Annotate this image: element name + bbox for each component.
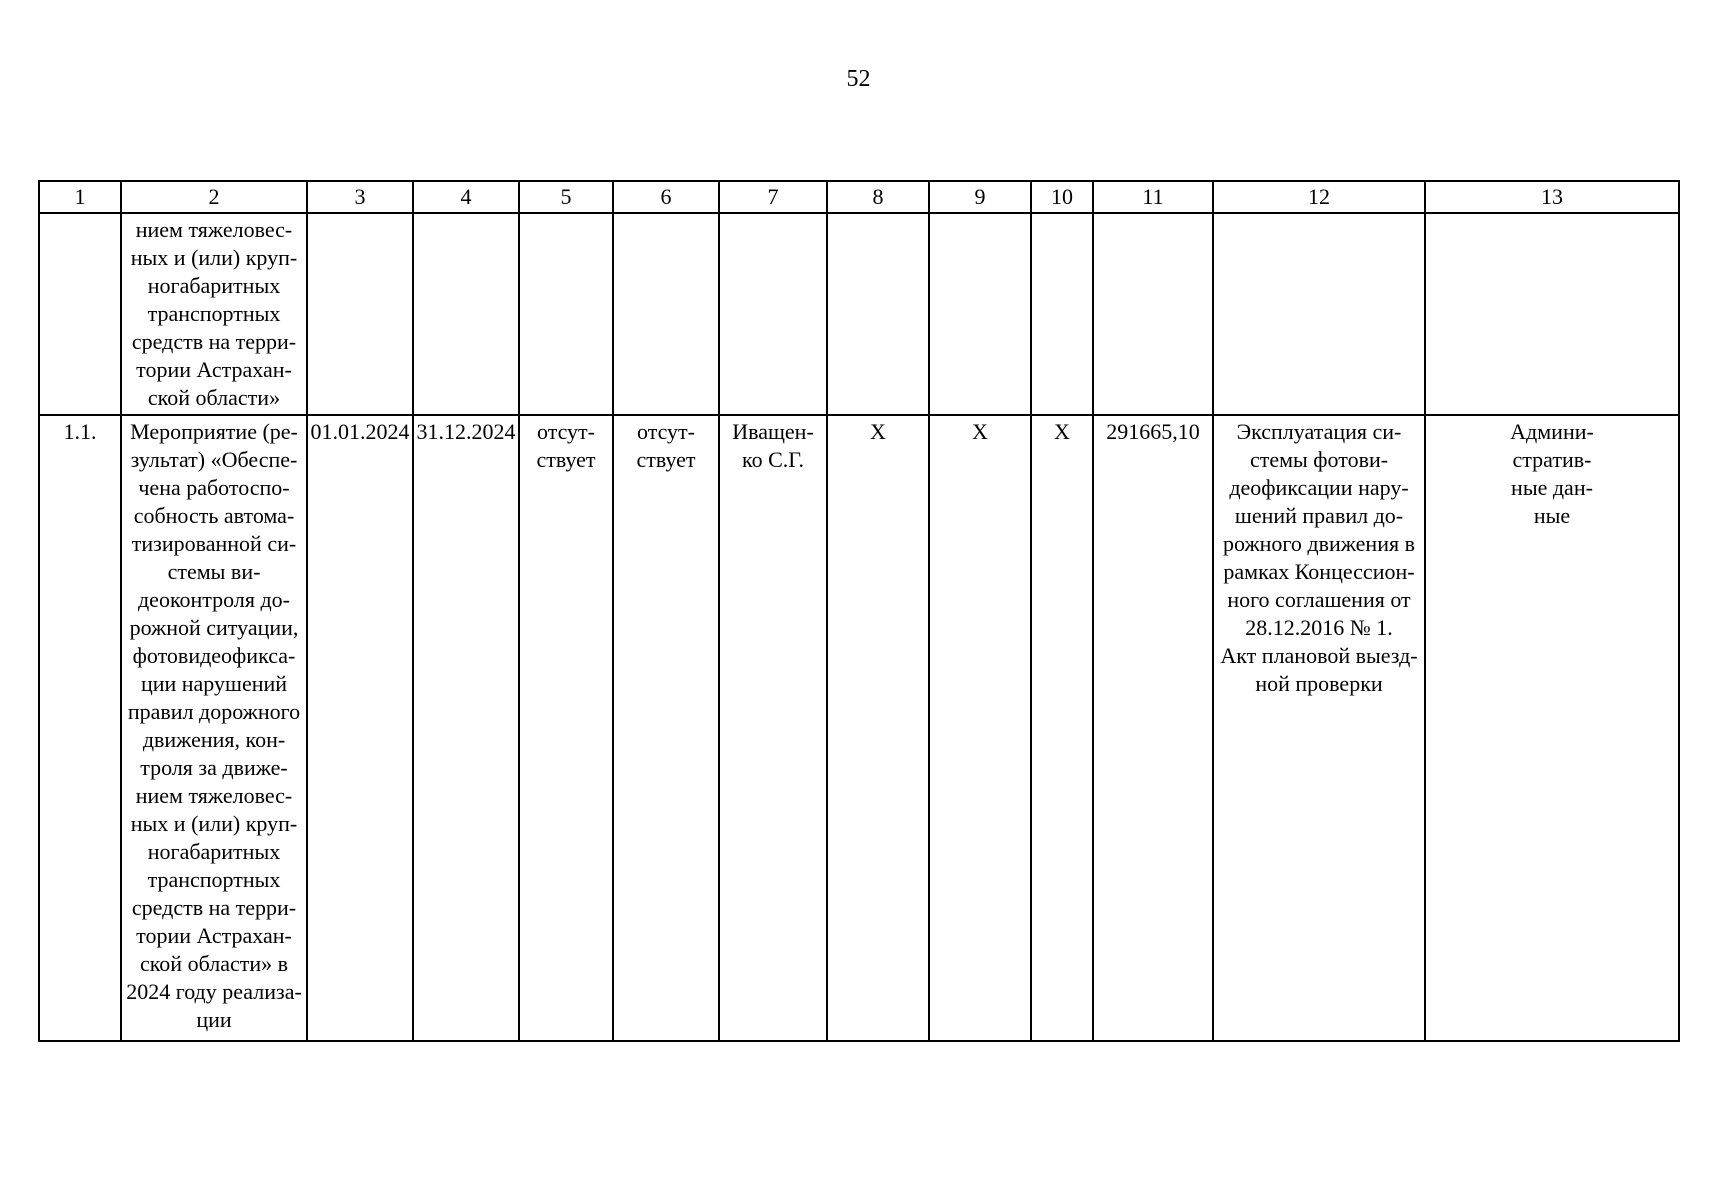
column-header: 2: [121, 181, 307, 213]
cell-description: [1213, 213, 1425, 415]
cell-col8: X: [827, 415, 929, 1041]
cell-end-date: 31.12.2024: [413, 415, 519, 1041]
column-header: 8: [827, 181, 929, 213]
column-header: 7: [719, 181, 827, 213]
cell-source: [1425, 213, 1679, 415]
column-header: 12: [1213, 181, 1425, 213]
column-header: 11: [1093, 181, 1213, 213]
cell-col6: отсут- ствует: [613, 415, 719, 1041]
column-header: 6: [613, 181, 719, 213]
cell-col8: [827, 213, 929, 415]
cell-description: Эксплуатация си- стемы фотови- деофиксации нару- шений правил до- рожного движения в рамках Концессион- ного соглашения от 28.12.2016 № 1. Акт плановой выезд- ной проверки: [1213, 415, 1425, 1041]
cell-col5: отсут- ствует: [519, 415, 613, 1041]
cell-responsible: [719, 213, 827, 415]
cell-number: [39, 213, 121, 415]
column-header: 3: [307, 181, 413, 213]
column-header: 9: [929, 181, 1031, 213]
header-row: [39, 181, 1679, 213]
data-table: [38, 180, 1680, 1042]
cell-responsible: Иващен- ко С.Г.: [719, 415, 827, 1041]
column-header: 4: [413, 181, 519, 213]
table-row: [39, 415, 1679, 1041]
table-row: [39, 213, 1679, 415]
cell-col10: [1031, 213, 1093, 415]
column-header: 1: [39, 181, 121, 213]
cell-amount: 291665,10: [1093, 415, 1213, 1041]
page-number: 52: [846, 66, 871, 92]
cell-col10: X: [1031, 415, 1093, 1041]
cell-name: нием тяжеловес- ных и (или) круп- ногабаритных транспортных средств на терри- тории Астрахан- ской области»: [121, 213, 307, 415]
column-header: 13: [1425, 181, 1679, 213]
cell-col9: X: [929, 415, 1031, 1041]
cell-name: Мероприятие (ре- зультат) «Обеспе- чена работоспо- собность автома- тизированной си- стемы ви- деоконтроля до- рожной ситуации, фотовидеофикса- ции нарушений правил дорожного движения, кон- троля за движе- нием тяжеловес- ных и (или) круп- ногабаритных транспортных средств на терри- тории Астрахан- ской области» в 2024 году реализа- ции: [121, 415, 307, 1041]
cell-col9: [929, 213, 1031, 415]
column-header: 10: [1031, 181, 1093, 213]
cell-col6: [613, 213, 719, 415]
cell-source: Админи- стратив- ные дан- ные: [1425, 415, 1679, 1041]
cell-number: 1.1.: [39, 415, 121, 1041]
cell-start-date: [307, 213, 413, 415]
cell-start-date: 01.01.2024: [307, 415, 413, 1041]
column-header: 5: [519, 181, 613, 213]
cell-col5: [519, 213, 613, 415]
cell-amount: [1093, 213, 1213, 415]
cell-end-date: [413, 213, 519, 415]
